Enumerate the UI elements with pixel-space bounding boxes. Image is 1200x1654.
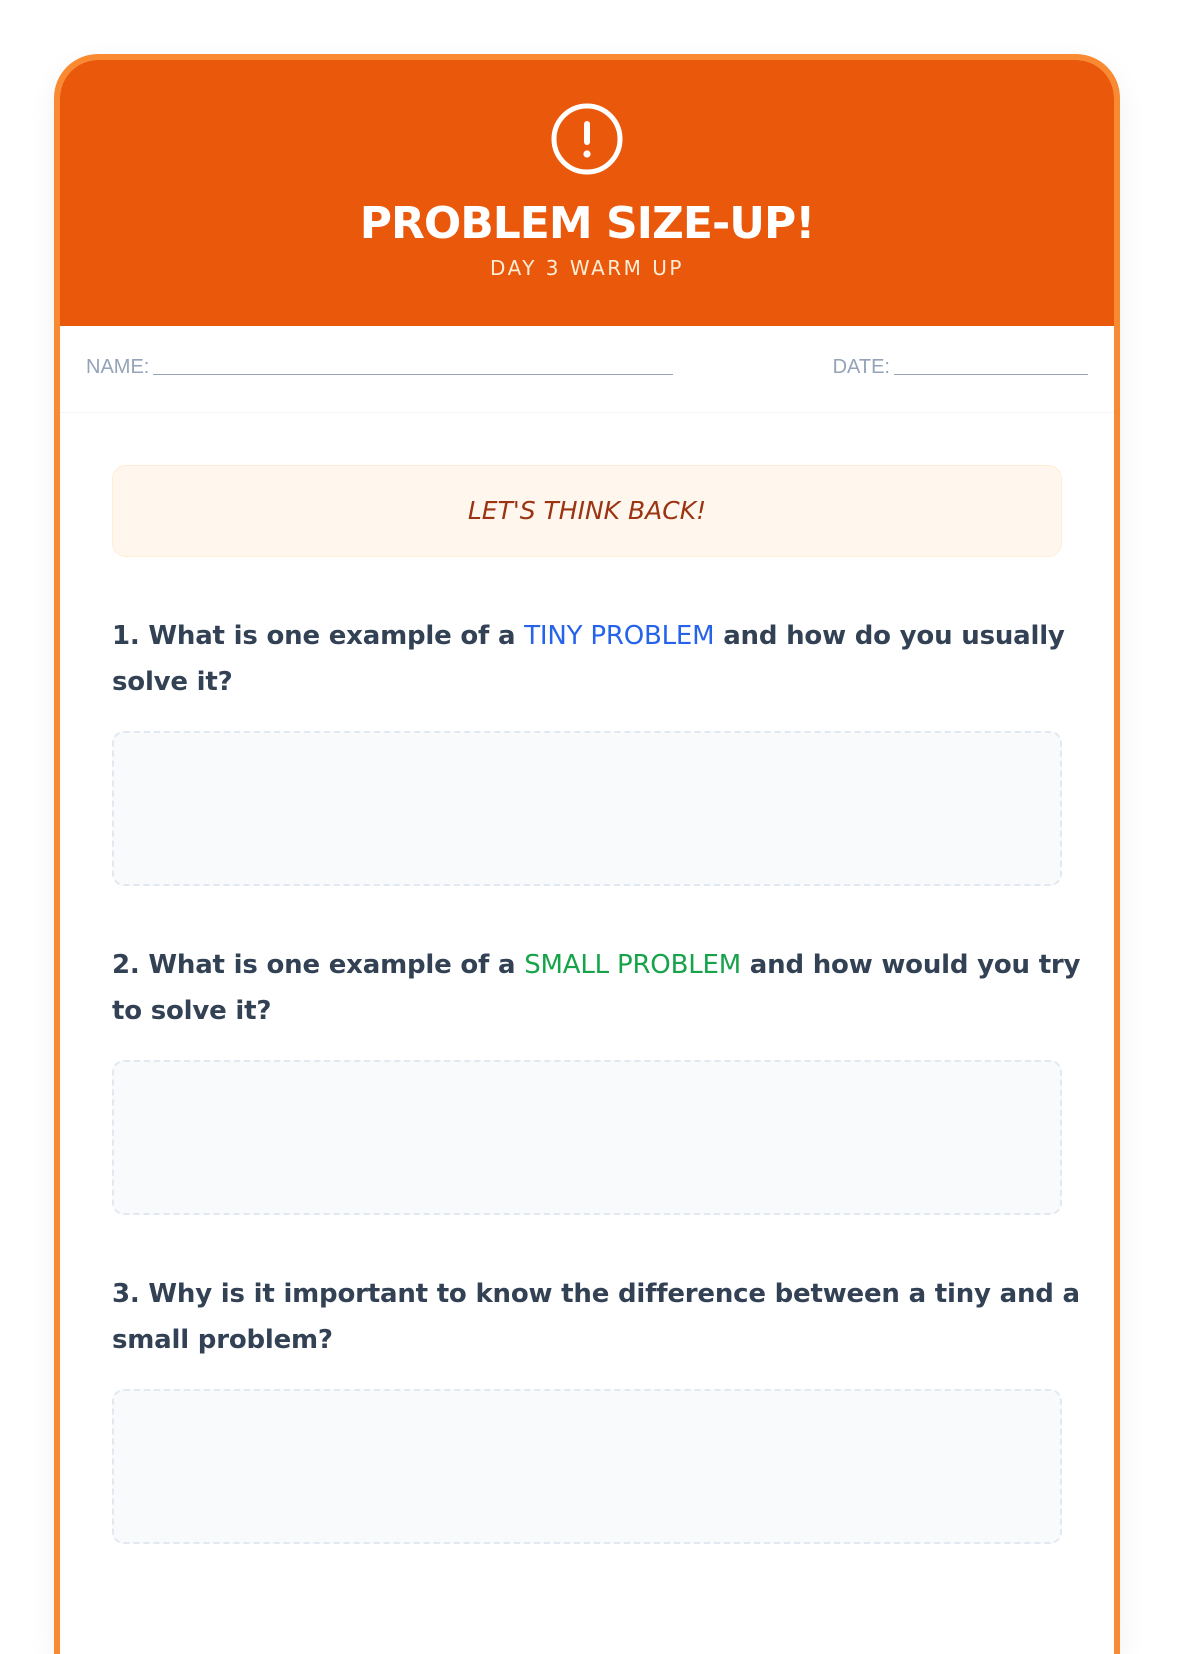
name-label: NAME: [86,356,150,378]
question-3 [112,1271,1080,1544]
worksheet-title: PROBLEM SIZE-UP! [359,198,815,249]
name-blank-line[interactable] [153,356,673,375]
question-3-text [112,1271,1082,1363]
question-2-text [112,942,1082,1034]
date-field[interactable] [833,356,1088,379]
worksheet-subtitle: DAY 3 WARM UP [490,256,684,280]
worksheet-content [60,413,1114,1544]
question-2-answer-box[interactable] [112,1060,1062,1215]
name-date-row [60,326,1114,413]
question-2-suffix: and how would you try to solve it? [112,950,1081,1026]
question-2-highlight: SMALL PROBLEM [524,950,741,980]
question-1-highlight: TINY PROBLEM [524,621,715,651]
date-blank-line[interactable] [894,356,1088,375]
question-1-text [112,613,1082,705]
name-field[interactable] [86,356,673,379]
question-3-answer-box[interactable] [112,1389,1062,1544]
question-1-answer-box[interactable] [112,731,1062,886]
question-3-prefix: 3. Why is it important to know the difference between a tiny and a small problem? [112,1279,1080,1355]
question-1-prefix: 1. What is one example of a [112,621,525,651]
question-1-suffix: and how do you usually solve it? [112,621,1065,697]
question-2-prefix: 2. What is one example of a [112,950,525,980]
alert-circle-icon [551,103,623,175]
date-label: DATE: [832,356,890,378]
question-2 [112,942,1081,1215]
question-1 [112,613,1065,886]
worksheet-header [60,60,1114,326]
instruction-banner: LET'S THINK BACK! [112,465,1062,557]
worksheet-card [54,54,1120,1654]
